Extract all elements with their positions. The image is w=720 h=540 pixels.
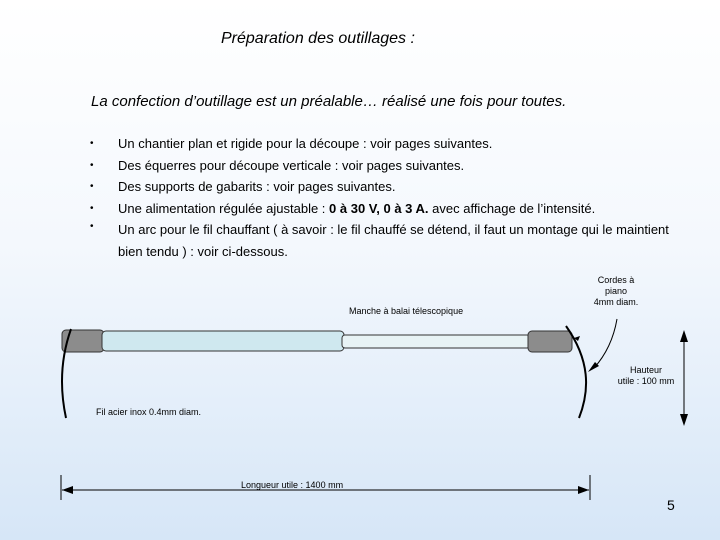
bullet-text-part: Une alimentation régulée ajustable : — [118, 201, 330, 216]
handle-tube-large — [102, 331, 344, 351]
arrow-head — [62, 486, 73, 494]
bullet-marker: • — [90, 138, 94, 149]
piano-wire-label — [592, 275, 640, 308]
bullet-text: Des supports de gabarits : voir pages suivantes. — [118, 179, 396, 194]
page-title: Préparation des outillages : — [221, 30, 415, 47]
wire-label: Fil acier inox 0.4mm diam. — [96, 407, 202, 417]
bullet-marker: • — [90, 221, 94, 232]
bullet-marker: • — [90, 203, 94, 214]
length-label: Longueur utile : 1400 mm — [241, 480, 344, 490]
bullet-text-part: avec affichage de l’intensité. — [428, 201, 596, 216]
arrow-head — [680, 414, 688, 426]
bullet-text: Des équerres pour découpe verticale : voir pages suivantes. — [118, 158, 465, 173]
handle-tube-small — [342, 335, 530, 348]
bullet-text: Un chantier plan et rigide pour la découpe : voir pages suivantes. — [118, 136, 493, 151]
bullet-marker: • — [90, 181, 94, 192]
bullet-marker: • — [90, 160, 94, 171]
height-label-line: Hauteur — [629, 365, 663, 375]
handle-end-cap-right — [528, 331, 572, 352]
arrow-head — [680, 330, 688, 342]
piano-label-arrow — [594, 319, 617, 368]
arrow-head — [578, 486, 589, 494]
bullet-text: Un arc pour le fil chauffant ( à savoir : le fil chauffé se détend, il faut un montage qui le maintient bien tendu ) : voir ci-dessous. — [118, 222, 669, 259]
handle-label: Manche à balai télescopique — [349, 306, 464, 316]
piano-wire-label-line: 4mm diam. — [593, 297, 639, 307]
height-label — [612, 365, 680, 387]
page-subtitle: La confection d’outillage est un préalable… réalisé une fois pour toutes. — [91, 93, 567, 110]
height-label-line: utile : 100 mm — [617, 376, 675, 386]
bullet-text-bold: 0 à 30 V, 0 à 3 A. — [329, 201, 429, 216]
page-number: 5 — [667, 497, 675, 513]
piano-wire-label-line: piano — [604, 286, 628, 296]
piano-wire-label-line: Cordes à — [597, 275, 635, 285]
